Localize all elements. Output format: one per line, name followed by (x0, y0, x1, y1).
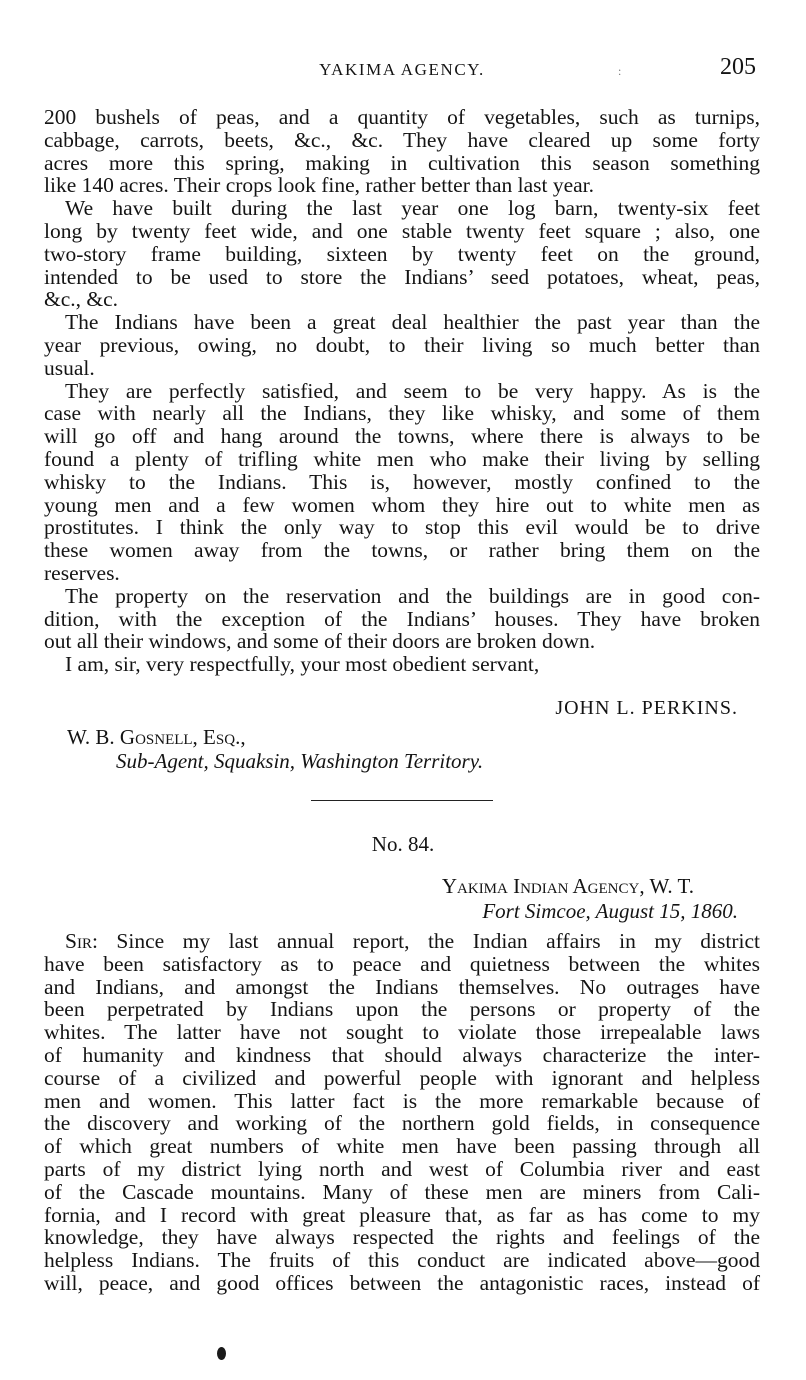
closing-line: I am, sir, very respectfully, your most obedient servant, (65, 652, 540, 677)
text-line: cabbage, carrots, beets, &c., &c. They have cleared up some forty (44, 127, 760, 152)
text-line: of the Cascade mountains. Many of these men are miners from Cali- (44, 1179, 760, 1204)
text-line: of humanity and kindness that should always characterize the inter- (44, 1042, 760, 1067)
text-line: long by twenty feet wide, and one stable twenty feet square ; also, one (44, 218, 760, 243)
text-line: men and women. This latter fact is the more remarkable because of (44, 1088, 760, 1113)
text-line: dition, with the exception of the Indians’ houses. They have broken (44, 606, 760, 631)
text-line: They are perfectly satisfied, and seem to be very happy. As is the (65, 378, 760, 403)
text-line: helpless Indians. The fruits of this conduct are indicated above—good (44, 1248, 760, 1273)
signature: JOHN L. PERKINS. (555, 697, 738, 719)
running-title: YAKIMA AGENCY. (319, 60, 485, 79)
text-line: young men and a few women whom they hire out to white men as (44, 492, 760, 517)
ink-blot (217, 1347, 226, 1360)
text-line: &c., &c. (44, 287, 119, 312)
text-line: prostitutes. I think the only way to stop this evil would be to drive (44, 515, 760, 540)
section-divider (311, 800, 493, 801)
document-number: No. 84. (371, 832, 435, 856)
text-line: whisky to the Indians. This is, however, mostly confined to the (44, 469, 760, 494)
text-line: have been satisfactory as to peace and quietness between the whites (44, 951, 760, 976)
page-header (44, 54, 760, 84)
text-line: The property on the reservation and the buildings are in good con- (65, 583, 760, 608)
text-line: the discovery and working of the northern gold fields, in consequence (44, 1111, 760, 1136)
addressee-title: Sub-Agent, Squaksin, Washington Territory. (116, 749, 484, 773)
text-line: like 140 acres. Their crops look fine, rather better than last year. (44, 173, 595, 198)
report-body (44, 930, 760, 1295)
text-line: been perpetrated by Indians upon the persons or property of the (44, 997, 760, 1022)
agency-heading: Yakima Indian Agency, W. T. (441, 874, 694, 898)
text-line: fornia, and I record with great pleasure that, as far as has come to my (44, 1202, 760, 1227)
header-mark: : (618, 64, 622, 78)
first-line-text: Since my last annual report, the Indian affairs in my district (116, 929, 760, 953)
text-line: will go off and hang around the towns, where there is always to be (44, 424, 760, 449)
text-line: will, peace, and good offices between the antagonistic races, instead of (44, 1270, 760, 1295)
text-line: The Indians have been a great deal healthier the past year than the (65, 310, 760, 335)
text-line: out all their windows, and some of their doors are broken down. (44, 629, 596, 654)
text-line: reserves. (44, 560, 120, 585)
addressee-name: W. B. Gosnell, Esq., (67, 725, 246, 749)
text-line: usual. (44, 355, 95, 380)
text-line: and Indians, and amongst the Indians themselves. No outrages have (44, 974, 760, 999)
text-line: course of a civilized and powerful people with ignorant and helpless (44, 1065, 760, 1090)
text-line: parts of my district lying north and west of Columbia river and east (44, 1156, 760, 1181)
text-line: found a plenty of trifling white men who make their living by selling (44, 446, 760, 471)
text-line: We have built during the last year one log barn, twenty-six feet (65, 196, 760, 221)
text-line: two-story frame building, sixteen by twenty feet on the ground, (44, 241, 760, 266)
letter-body (44, 106, 760, 676)
text-line: case with nearly all the Indians, they like whisky, and some of them (44, 401, 760, 426)
date-line: Fort Simcoe, August 15, 1860. (482, 899, 738, 923)
text-line: these women away from the towns, or rather bring them on the (44, 538, 760, 563)
text-line: intended to be used to store the Indians’ seed potatoes, wheat, peas, (44, 264, 760, 289)
page-number: 205 (720, 54, 756, 80)
text-line: year previous, owing, no doubt, to their living so much better than (44, 332, 760, 357)
text-line: whites. The latter have not sought to violate those irrepealable laws (44, 1020, 760, 1045)
text-line: knowledge, they have always respected the rights and feelings of the (44, 1225, 760, 1250)
text-line: acres more this spring, making in cultivation this season something (44, 150, 760, 175)
text-line: of which great numbers of white men have been passing through all (44, 1134, 760, 1159)
text-line: 200 bushels of peas, and a quantity of vegetables, such as turnips, (44, 105, 760, 129)
text-line (44, 930, 760, 953)
salutation: Sir: (65, 929, 98, 953)
